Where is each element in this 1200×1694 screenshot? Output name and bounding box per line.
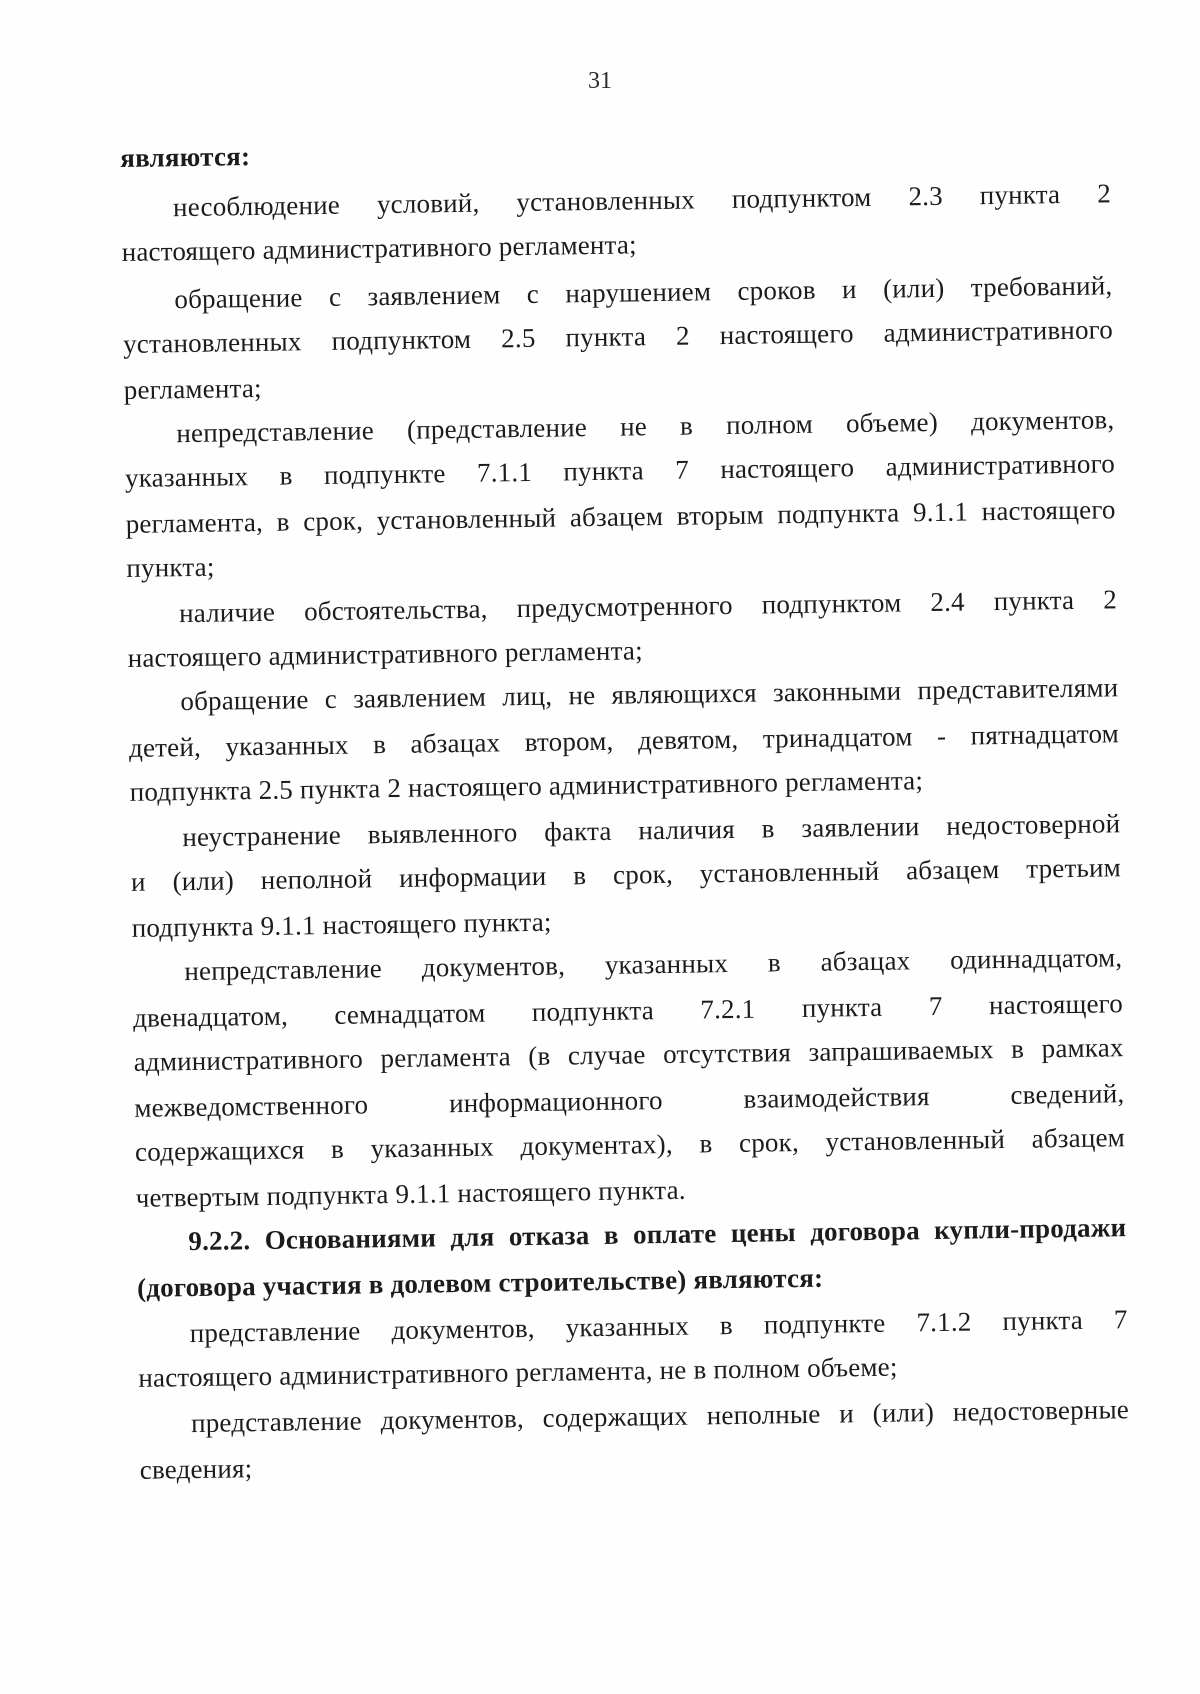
- bold-text-line: (договора участия в долевом строительстве) являются:: [136, 1262, 824, 1303]
- text-line: настоящего административного регламента;: [121, 229, 637, 267]
- page-number: 31: [588, 68, 612, 94]
- text-line: административного регламента (в случае отсутствия запрашиваемых в рамках: [133, 1032, 1124, 1077]
- text-line: регламента;: [123, 372, 262, 405]
- text-line: регламента, в срок, установленный абзацем вторым подпункта 9.1.1 настоящего: [125, 494, 1116, 539]
- text-line: неустранение выявленного факта наличия в заявлении недостоверной: [182, 808, 1121, 853]
- text-line: настоящего административного регламента, не в полном объеме;: [138, 1351, 898, 1393]
- text-line: содержащихся в указанных документах), в срок, установленный абзацем: [134, 1122, 1126, 1167]
- text-line: представление документов, указанных в подпункте 7.1.2 пункта 7: [189, 1304, 1128, 1349]
- text-line: установленных подпунктом 2.5 пункта 2 настоящего административного: [122, 314, 1114, 359]
- text-line: несоблюдение условий, установленных подпунктом 2.3 пункта 2: [172, 178, 1112, 223]
- text-line: двенадцатом, семнадцатом подпункта 7.2.1 пункта 7 настоящего: [132, 988, 1124, 1033]
- text-line: подпункта 9.1.1 настоящего пункта;: [131, 906, 552, 943]
- text-line: детей, указанных в абзацах втором, девятом, тринадцатом - пятнадцатом: [128, 718, 1120, 763]
- text-line: обращение с заявлением с нарушением сроков и (или) требований,: [174, 270, 1113, 315]
- text-line: наличие обстоятельства, предусмотренного подпунктом 2.4 пункта 2: [178, 584, 1118, 629]
- text-line: непредставление документов, указанных в абзацах одиннадцатом,: [184, 942, 1123, 987]
- document-body: [0, 122, 1200, 1485]
- text-line: обращение с заявлением лиц, не являющихся законными представителями: [180, 672, 1119, 717]
- bold-text-line: являются:: [120, 141, 251, 173]
- text-line: межведомственного информационного взаимодействия сведений,: [134, 1078, 1125, 1123]
- text-line: подпункта 2.5 пункта 2 настоящего административного регламента;: [129, 765, 924, 807]
- text-line: сведения;: [139, 1453, 253, 1485]
- text-line: непредставление (представление не в полном объеме) документов,: [176, 404, 1115, 449]
- text-line: четвертым подпункта 9.1.1 настоящего пункта.: [135, 1174, 686, 1213]
- text-line: настоящего административного регламента;: [127, 635, 644, 673]
- text-line: и (или) неполной информации в срок, установленный абзацем третьим: [130, 852, 1122, 897]
- text-line: пункта;: [126, 551, 215, 583]
- text-line: указанных в подпункте 7.1.1 пункта 7 настоящего административного: [124, 448, 1116, 493]
- bold-text-line: 9.2.2. Основаниями для отказа в оплате цены договора купли-продажи: [188, 1212, 1127, 1257]
- text-line: представление документов, содержащих неполные и (или) недостоверные: [190, 1394, 1130, 1439]
